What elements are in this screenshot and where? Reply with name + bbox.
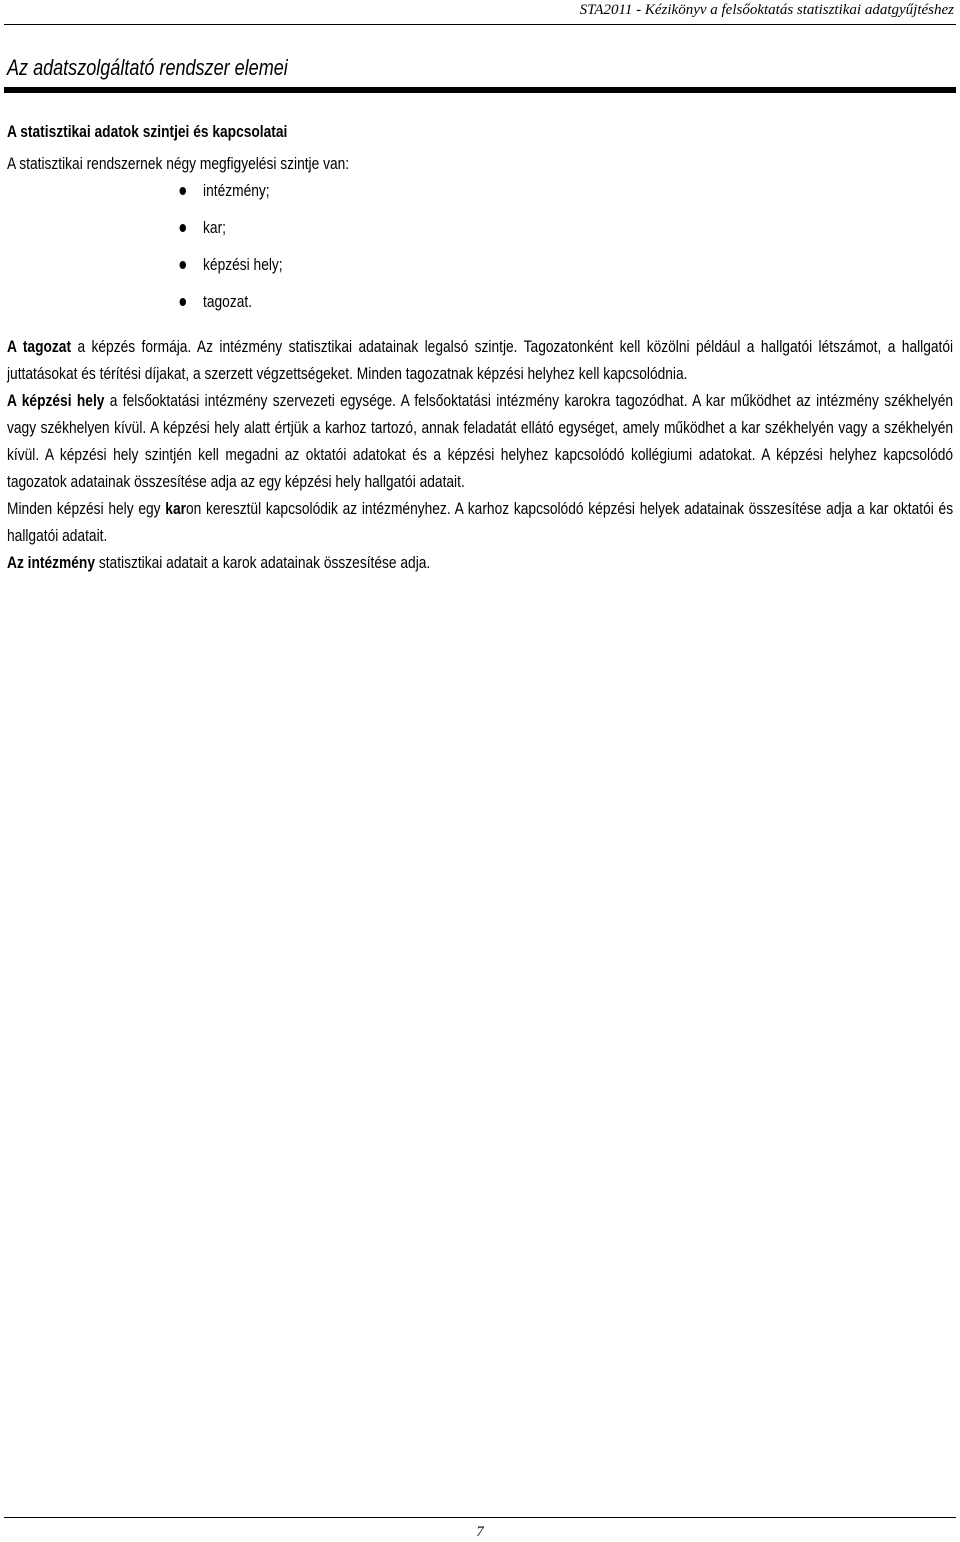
- list-item-text: kar;: [203, 218, 226, 237]
- paragraph-intezmeny: [7, 549, 953, 576]
- paragraph-kepzesi-hely: [7, 387, 953, 495]
- main-content: [7, 118, 953, 576]
- list-item-text: intézmény;: [203, 181, 270, 200]
- intro-text: A statisztikai rendszernek négy megfigyelési szintje van:: [7, 154, 350, 173]
- paragraph-text: Minden képzési hely egy: [7, 499, 166, 518]
- bullet-icon: [180, 224, 186, 232]
- bullet-icon: [180, 187, 186, 195]
- running-header: STA2011 - Kézikönyv a felsőoktatás statisztikai adatgyűjtéshez: [579, 2, 954, 18]
- page-number: 7: [476, 1524, 484, 1540]
- bullet-icon: [180, 298, 186, 306]
- levels-list: [7, 177, 953, 325]
- list-item: [7, 288, 953, 325]
- list-item-text: tagozat.: [203, 292, 253, 311]
- paragraph-kar: [7, 495, 953, 549]
- subsection-title: A statisztikai adatok szintjei és kapcsolatai: [7, 122, 288, 141]
- term-kepzesi-hely: A képzési hely: [7, 391, 105, 410]
- paragraph-text: on keresztül kapcsolódik az intézményhez. A karhoz kapcsolódó képzési helyek adatainak összesítése adja a kar oktatói és hallgatói adatait.: [7, 499, 954, 545]
- section-divider: [4, 87, 956, 93]
- list-item: [7, 251, 953, 288]
- bullet-icon: [180, 261, 186, 269]
- paragraph-tagozat: [7, 333, 953, 387]
- list-item: [7, 214, 953, 251]
- header-divider: [4, 24, 956, 25]
- term-kar: kar: [165, 499, 186, 518]
- term-intezmeny: Az intézmény: [7, 553, 95, 572]
- footer-divider: [4, 1517, 956, 1518]
- list-item-text: képzési hely;: [203, 255, 283, 274]
- list-item: [7, 177, 953, 214]
- paragraph-text: a képzés formája. Az intézmény statisztikai adatainak legalsó szintje. Tagozatonként kell közölni például a hallgatói létszámot, a hallgatói juttatásokat és térítési díjakat, a szerzett végzettségeket. Minden tagozatnak képzési helyhez kell kapcsolódnia.: [7, 337, 954, 383]
- section-title: Az adatszolgáltató rendszer elemei: [7, 55, 288, 80]
- term-tagozat: A tagozat: [7, 337, 72, 356]
- paragraph-text: statisztikai adatait a karok adatainak összesítése adja.: [94, 553, 431, 572]
- paragraph-text: a felsőoktatási intézmény szervezeti egysége. A felsőoktatási intézmény karokra tagozódhat. A kar működhet az intézmény székhelyén vagy székhelyen kívül. A képzési hely alatt értjük a karhoz tartozó, annak feladatát ellátó egységet, amely működhet a kar székhelyén vagy a székhelyén kívül. A képzési hely szintjén kell megadni az oktatói adatokat és a képzési helyhez kapcsolódó kollégiumi adatokat. A képzési helyhez kapcsolódó tagozatok adatainak összesítése adja az egy képzési hely hallgatói adatait.: [7, 391, 954, 491]
